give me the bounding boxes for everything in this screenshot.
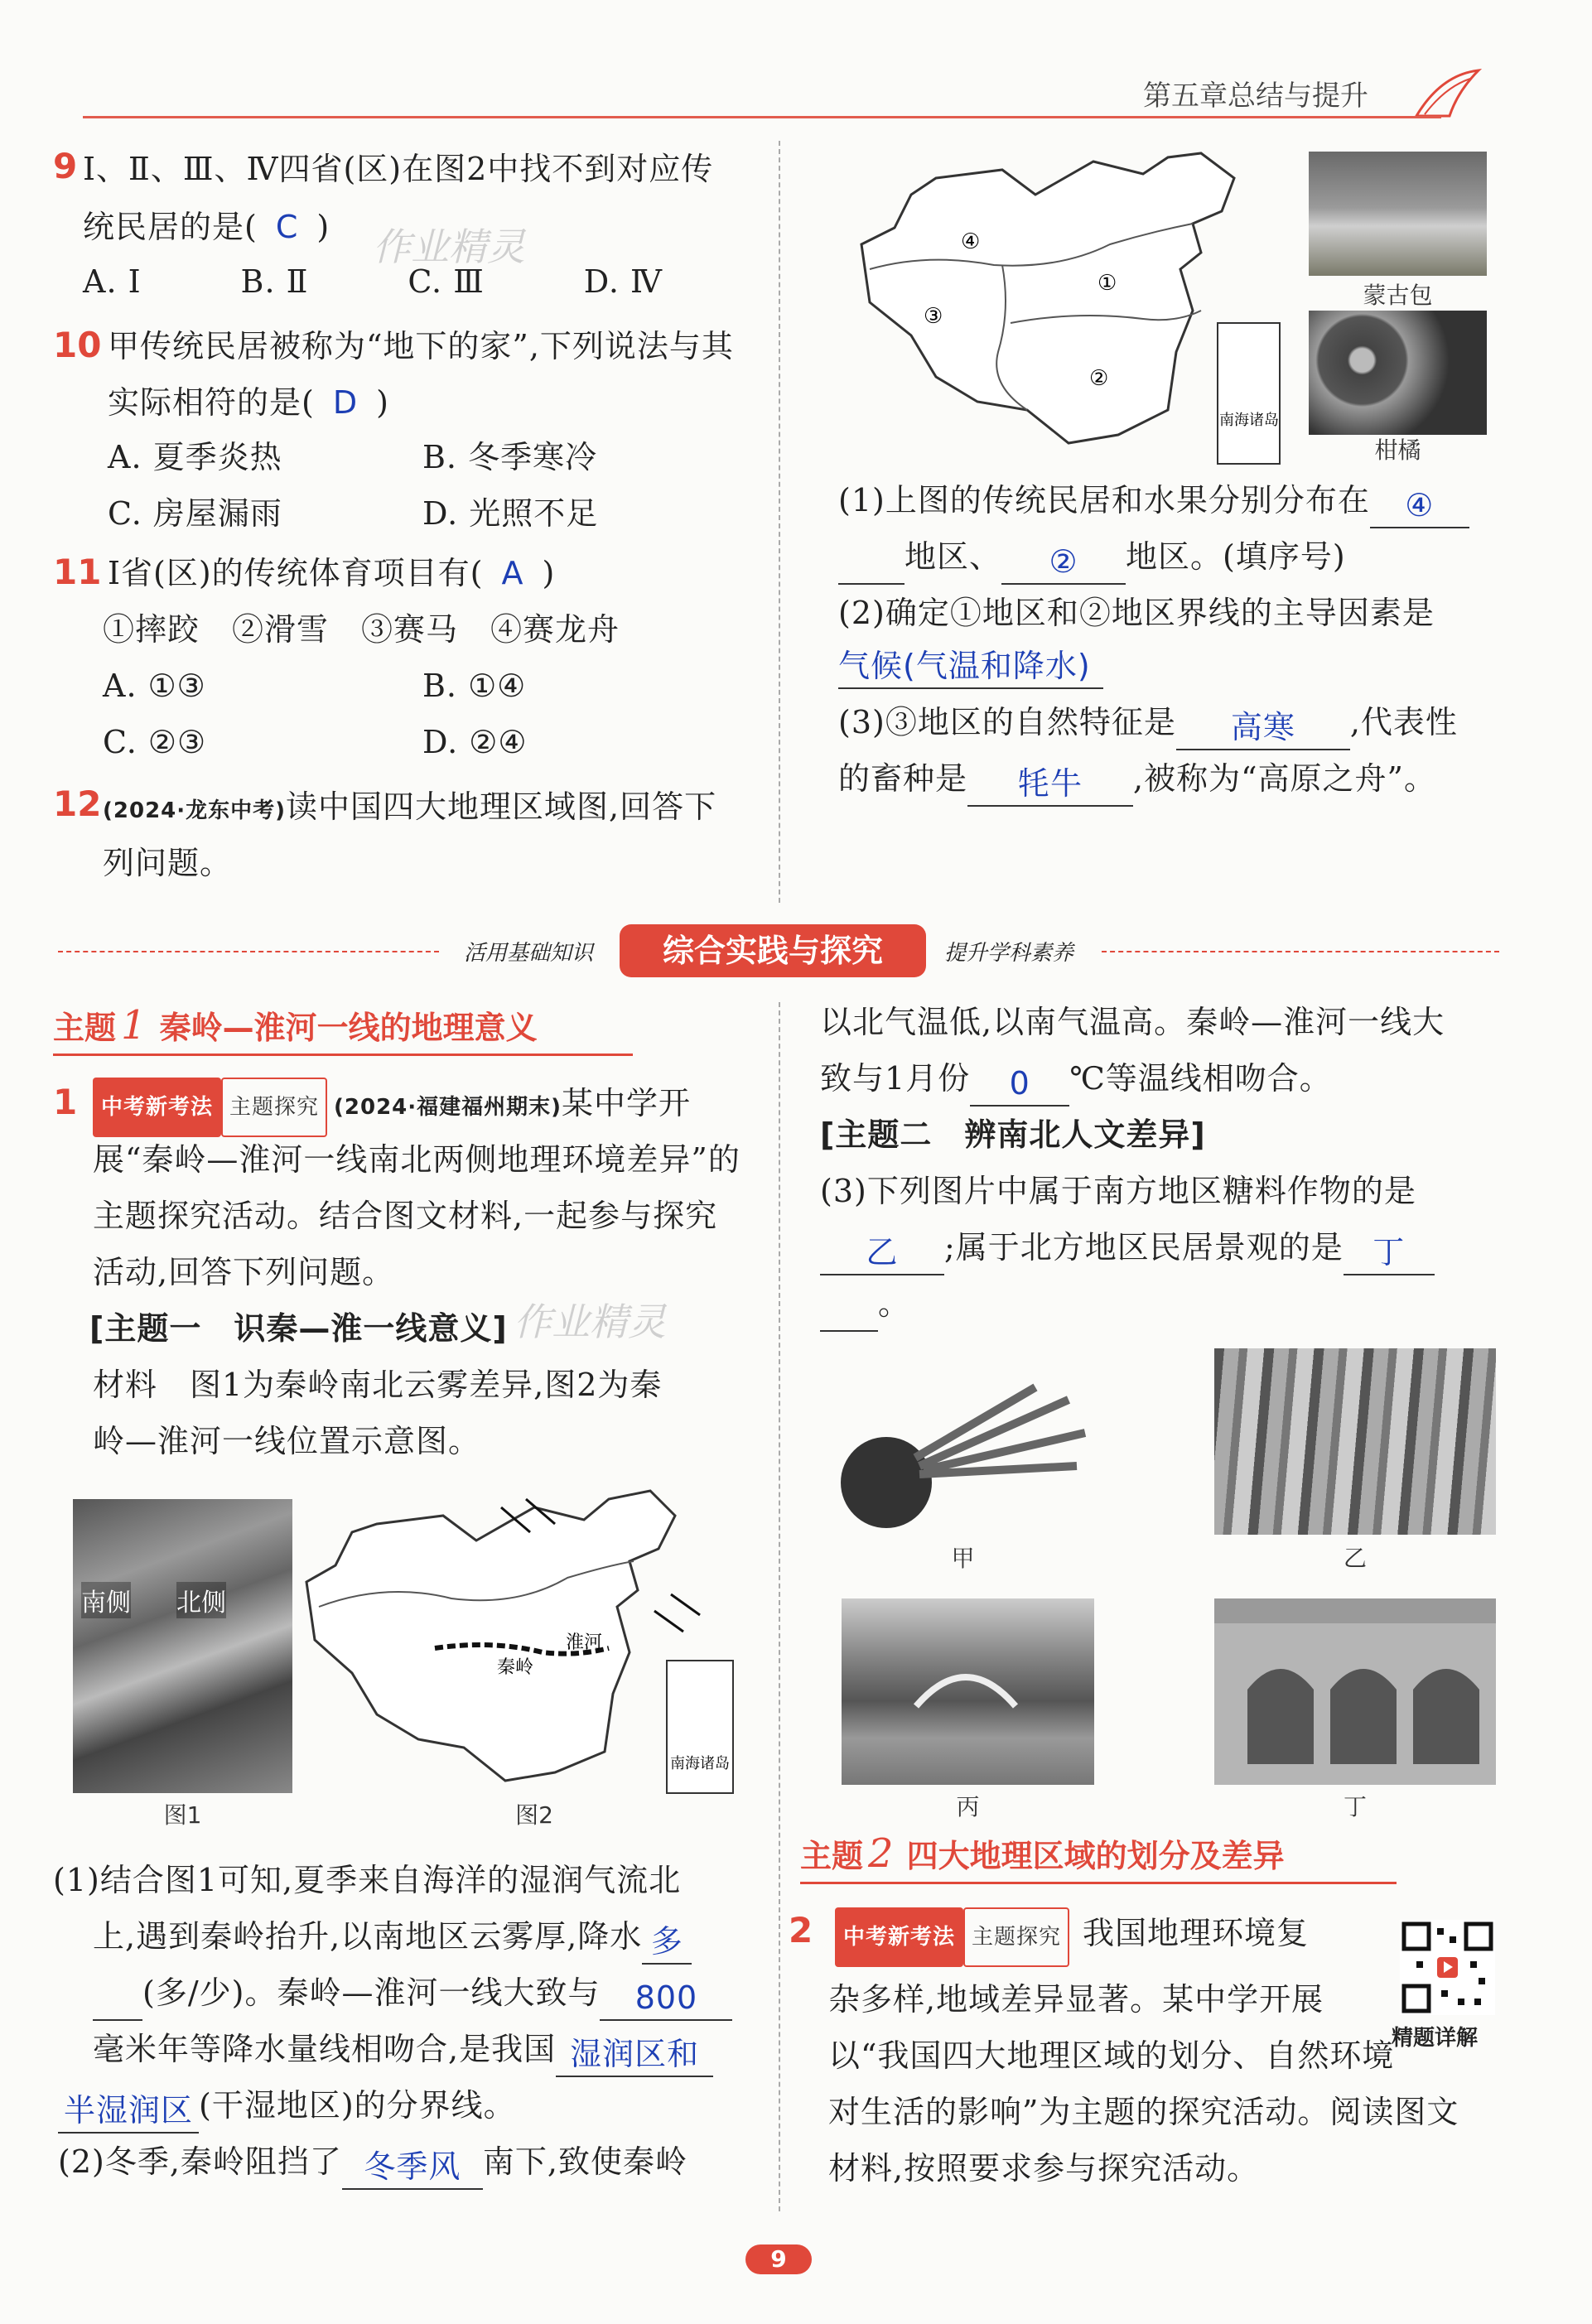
map1-label-3: ③ [924, 304, 943, 329]
photo-bing-caption: 丙 [956, 1793, 980, 1820]
p1-1-answer-3b: 半湿润区 [63, 2092, 193, 2129]
topic1-heading: 主题 1 秦岭—淮河一线的地理意义 [53, 1002, 633, 1056]
q12-2-answer: 气候(气温和降水) [838, 648, 1091, 684]
p1-1-line5: 半湿润区 (干湿地区)的分界线。 [58, 2077, 516, 2134]
q12-1-line2: 地区、 ② 地区。(填序号) [838, 528, 1346, 585]
photo-jia-caption: 甲 [951, 1545, 975, 1572]
photo-bing-water-town [842, 1598, 1094, 1785]
q11-option-c: C. ②③ [103, 724, 207, 760]
q11-option-a: A. ①③ [103, 668, 206, 704]
q12-source: (2024·龙东中考) [103, 798, 287, 823]
q9-stem-1: Ⅰ、Ⅱ、Ⅲ、Ⅳ四省(区)在图2中找不到对应传 [83, 151, 714, 187]
p1-1-line3: (多/少)。秦岭—淮河一线大致与 800 [93, 1965, 732, 2021]
q10-number: 10 [53, 325, 102, 365]
topic2-heading: 主题 2 四大地理区域的划分及差异 [800, 1830, 1397, 1884]
q12-stem-1: (2024·龙东中考)读中国四大地理区域图,回答下 [103, 788, 717, 825]
p1-line2: 展“秦岭—淮河一线南北两侧地理环境差异”的 [93, 1141, 741, 1178]
beet-illustration [820, 1375, 1106, 1540]
p1-material-1: 材料 图1为秦岭南北云雾差异,图2为秦 [93, 1367, 663, 1403]
q9-option-b: B. Ⅱ [240, 263, 309, 300]
p1-number: 1 [53, 1082, 78, 1122]
q12-1-answer-2: ② [1049, 543, 1078, 580]
citrus-caption: 柑橘 [1374, 436, 1421, 464]
q10-stem-2: 实际相符的是( D ) [108, 384, 389, 421]
four-regions-map [845, 145, 1284, 468]
q9-option-c: C. Ⅲ [408, 263, 485, 300]
qr-caption: 精题详解 [1392, 2026, 1479, 2051]
p2-badge: 中考新考法 [835, 1907, 963, 1967]
p1-line1: 中考新考法 主题探究 (2024·福建福州期末)某中学开 [93, 1075, 691, 1137]
p1-2-answer: 冬季风 [364, 2148, 461, 2185]
p1-subtopic2: [主题二 辨南北人文差异] [820, 1116, 1206, 1153]
q12-2-line2 [838, 633, 1103, 689]
fig2-qinling-map [302, 1474, 737, 1797]
p1-material-2: 岭—淮河一线位置示意图。 [93, 1423, 481, 1459]
q11-option-b: B. ①④ [422, 668, 527, 704]
p1-subtopic1: [主题一 识秦—淮一线意义] [89, 1310, 508, 1347]
p1-2-line3: 致与1月份 0 ℃等温线相吻合。 [820, 1050, 1332, 1107]
q9-answer: C [275, 209, 299, 245]
q10-option-a: A. 夏季炎热 [108, 439, 282, 475]
photo-yi-sugarcane [1214, 1348, 1496, 1535]
fig1-cloud-photo [73, 1499, 292, 1793]
qr-code-icon[interactable] [1400, 1920, 1495, 2015]
section-rule-right [1102, 951, 1499, 952]
q9-stem-2: 统民居的是( C ) [83, 209, 330, 245]
p1-1-line1: (1)结合图1可知,夏季来自海洋的湿润气流北 [53, 1862, 682, 1898]
p2-badge2: 主题探究 [963, 1907, 1069, 1967]
q12-2-line1: (2)确定①地区和②地区界线的主导因素是 [838, 595, 1435, 631]
q12-1-line1: (1)上图的传统民居和水果分别分布在 ④ [838, 472, 1469, 528]
column-divider-2 [779, 1002, 780, 2211]
section-title: 综合实践与探究 [620, 924, 926, 977]
q11-items: ①摔跤 ②滑雪 ③赛马 ④赛龙舟 [103, 611, 620, 648]
p1-2-line1: (2)冬季,秦岭阻挡了 冬季风 南下,致使秦岭 [58, 2134, 687, 2190]
p1-3-answer-1: 乙 [866, 1234, 899, 1270]
q12-3-answer-1: 高寒 [1230, 709, 1295, 745]
photo-ding-caption: 丁 [1343, 1793, 1367, 1820]
map1-inset-label: 南海诸岛 [1219, 412, 1279, 429]
q10-stem-1: 甲传统民居被称为“地下的家”,下列说法与其 [108, 328, 734, 364]
photo-yi-caption: 乙 [1343, 1545, 1367, 1572]
summer-wind-arrow-1 [671, 1594, 700, 1615]
p1-1-answer-1: 多 [650, 1923, 683, 1960]
fig2-huaihe-label: 淮河 [566, 1632, 603, 1653]
bridge-illustration [842, 1598, 1094, 1785]
header-rule [83, 116, 1441, 118]
fig1-south-label: 南侧 [81, 1582, 131, 1618]
column-divider [779, 141, 780, 903]
p1-1-line4: 毫米年等降水量线相吻合,是我国 湿润区和 [93, 2021, 713, 2077]
p2-line4: 对生活的影响”为主题的探究活动。阅读图文 [828, 2094, 1459, 2130]
p2-number: 2 [789, 1910, 813, 1950]
topic1-title: 秦岭—淮河一线的地理意义 [159, 1010, 538, 1046]
fig1-north-label: 北侧 [176, 1582, 226, 1618]
p1-3-line3: 。 [820, 1275, 910, 1332]
topic2-title: 四大地理区域的划分及差异 [906, 1838, 1285, 1874]
page-number: 9 [745, 2244, 812, 2274]
p1-2-answer-2: 0 [1009, 1065, 1030, 1102]
q12-3-answer-2: 牦牛 [1018, 765, 1083, 802]
q11-number: 11 [53, 552, 102, 592]
yurt-caption: 蒙古包 [1363, 282, 1433, 309]
q10-option-b: B. 冬季寒冷 [422, 439, 598, 475]
map1-label-1: ① [1098, 271, 1117, 296]
q10-answer: D [332, 384, 359, 421]
q9-number: 9 [53, 146, 78, 186]
photo-jia [820, 1375, 1106, 1540]
p1-1-answer-3a: 湿润区和 [570, 2036, 700, 2072]
fig2-inset-label: 南海诸岛 [670, 1755, 730, 1772]
yurt-photo [1309, 152, 1487, 276]
q12-1-answer-1: ④ [1405, 487, 1435, 523]
photo-ding-cave-dwelling [1214, 1598, 1496, 1785]
q11-option-d: D. ②④ [422, 724, 528, 760]
p1-badge2: 主题探究 [221, 1078, 327, 1137]
p1-line3: 主题探究活动。结合图文材料,一起参与探究 [93, 1198, 718, 1234]
p2-line2: 杂多样,地域差异显著。某中学开展 [828, 1981, 1324, 2018]
fig2-caption: 图2 [515, 1801, 553, 1829]
map1-label-2: ② [1089, 366, 1109, 391]
p1-3-line1: (3)下列图片中属于南方地区糖料作物的是 [820, 1173, 1416, 1209]
q11-answer: A [501, 555, 524, 591]
q10-option-c: C. 房屋漏雨 [108, 495, 282, 532]
p1-badge: 中考新考法 [93, 1078, 221, 1137]
p1-1-answer-2: 800 [634, 1979, 698, 2016]
watermark: 作业精灵 [373, 224, 525, 269]
fig1-caption: 图1 [163, 1801, 202, 1829]
q9-option-d: D. Ⅳ [583, 263, 663, 300]
section-right-label: 提升学科素养 [944, 941, 1074, 966]
summer-wind-arrow-2 [654, 1611, 683, 1632]
watermark-2: 作业精灵 [514, 1299, 666, 1344]
citrus-photo [1309, 311, 1487, 435]
p1-3-answer-2: 丁 [1372, 1234, 1406, 1270]
p2-line5: 材料,按照要求参与探究活动。 [828, 2150, 1260, 2187]
p1-2-line2: 以北气温低,以南气温高。秦岭—淮河一线大 [820, 1004, 1445, 1040]
p1-line4: 活动,回答下列问题。 [93, 1254, 395, 1290]
q12-3-line1: (3)③地区的自然特征是 高寒 ,代表性 [838, 694, 1458, 750]
q11-stem: Ⅰ省(区)的传统体育项目有( A ) [108, 555, 556, 591]
p2-line3: 以“我国四大地理区域的划分、自然环境 [828, 2037, 1395, 2074]
chapter-header: 第五章总结与提升 [1143, 80, 1368, 113]
cave-dwelling-illustration [1214, 1598, 1496, 1785]
q12-3-line2: 的畜种是 牦牛 ,被称为“高原之舟”。 [838, 750, 1436, 807]
q12-stem-2: 列问题。 [103, 845, 233, 881]
p1-3-line2: 乙 ;属于北方地区民居景观的是 丁 [820, 1219, 1435, 1275]
p2-line1: 中考新考法 主题探究 我国地理环境复 [835, 1905, 1309, 1967]
q9-option-a: A. Ⅰ [83, 263, 142, 300]
map1-label-4: ④ [961, 229, 981, 254]
q12-number: 12 [53, 784, 102, 824]
section-left-label: 活用基础知识 [464, 941, 594, 966]
p1-1-line2: 上,遇到秦岭抬升,以南地区云雾厚,降水 多 [93, 1908, 692, 1965]
fig2-qinling-label: 秦岭 [497, 1657, 534, 1678]
section-rule-left [58, 951, 439, 952]
q10-option-d: D. 光照不足 [422, 495, 599, 532]
